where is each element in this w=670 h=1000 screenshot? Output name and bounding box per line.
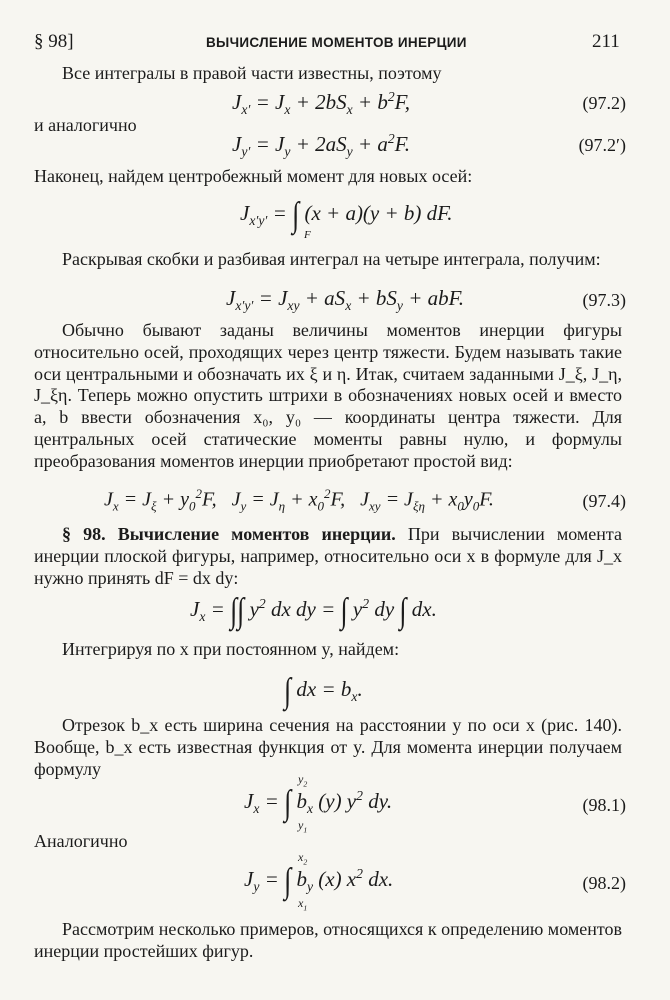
paragraph-9: Рассмотрим несколько примеров, относящихся к определению моментов инерции простейших фигур. — [34, 919, 622, 961]
equation-double-integral: $J_x$ = ∫∫ $y^2$ dx dy = ∫ $y^2$ dy ∫ dx. — [190, 590, 437, 630]
paragraph-2: и аналогично — [34, 115, 137, 135]
paragraph-7: Отрезок b_x есть ширина сечения на расстоянии y по оси x (рис. 140). Вообще, b_x есть известная функция от y. Для момента инерции получаем формулу — [34, 715, 622, 779]
section-98-paragraph — [34, 524, 622, 589]
equation-centrifugal-integral: $J_{x'y'}$ = ∫ (x + a)(y + b) dF. F — [240, 194, 453, 241]
paragraph-3: Наконец, найдем центробежный момент для новых осей: — [34, 166, 473, 186]
page-number: 211 — [592, 31, 620, 52]
paragraph-5: Обычно бывают заданы величины моментов инерции фигуры относительно осей, проходящих через центр тяжести. Будем называть такие оси центральными и обозначать их ξ и η. Итак, считаем заданными J_ξ, J_η, J_ξη. Теперь можно опустить штрихи в обозначениях новых осей и вместо a, b ввести обозначения x₀, y₀ — координаты центра тяжести. Для центральных осей статические моменты равны нулю, и формулы преобразования моментов инерции приобретают простой вид: — [34, 320, 622, 471]
equation-98-2: $J_y$ = ∫ $b_y$ (x) $x^2$ dx. $x_2$ $x_1$ — [244, 850, 394, 913]
equation-number-98-2: (98.2) — [582, 873, 626, 893]
equation-97-4: $J_x = J_\xi + y_0^2F$, $J_y = J_\eta + x_0^2F$, $J_{xy} = J_{\xi\eta} + x_0y_0F$. — [104, 486, 494, 514]
paragraph-1: Все интегралы в правой части известны, поэтому — [62, 63, 442, 83]
equation-97-3: $J_{x'y'} = J_{xy} + aS_x + bS_y$ + abF. — [226, 286, 465, 314]
equation-98-1: $J_x$ = ∫ $b_x$ (y) $y^2$ dy. $y_2$ $y_1$ — [244, 772, 393, 835]
section-98-heading: § 98. Вычисление моментов инерции. — [62, 524, 396, 544]
equation-97-2: $J_{x'} = J_x + 2bS_x + b^2F$, — [232, 89, 411, 118]
section-reference: § 98] — [34, 31, 74, 52]
equation-number-97-3: (97.3) — [582, 290, 626, 310]
section-98-text: При вычислении момента инерции плоской фигуры, например, относительно оси x в формуле для J_x нужно принять dF = dx dy: — [34, 524, 622, 588]
paragraph-4: Раскрывая скобки и разбивая интеграл на четыре интеграла, получим: — [62, 249, 601, 269]
equation-number-97-4: (97.4) — [582, 491, 626, 511]
equation-97-2-prime: $J_{y'} = J_y + 2aS_y + a^2F$. — [232, 131, 411, 160]
equation-width-integral: ∫ dx = $b_x$. — [284, 670, 363, 710]
equation-number-97-2: (97.2) — [582, 93, 626, 113]
paragraph-8: Аналогично — [34, 831, 128, 851]
running-title: ВЫЧИСЛЕНИЕ МОМЕНТОВ ИНЕРЦИИ — [206, 35, 467, 50]
equation-number-97-2-prime: (97.2′) — [578, 135, 626, 155]
paragraph-6: Интегрируя по x при постоянном y, найдем: — [62, 639, 400, 659]
equation-number-98-1: (98.1) — [582, 795, 626, 815]
